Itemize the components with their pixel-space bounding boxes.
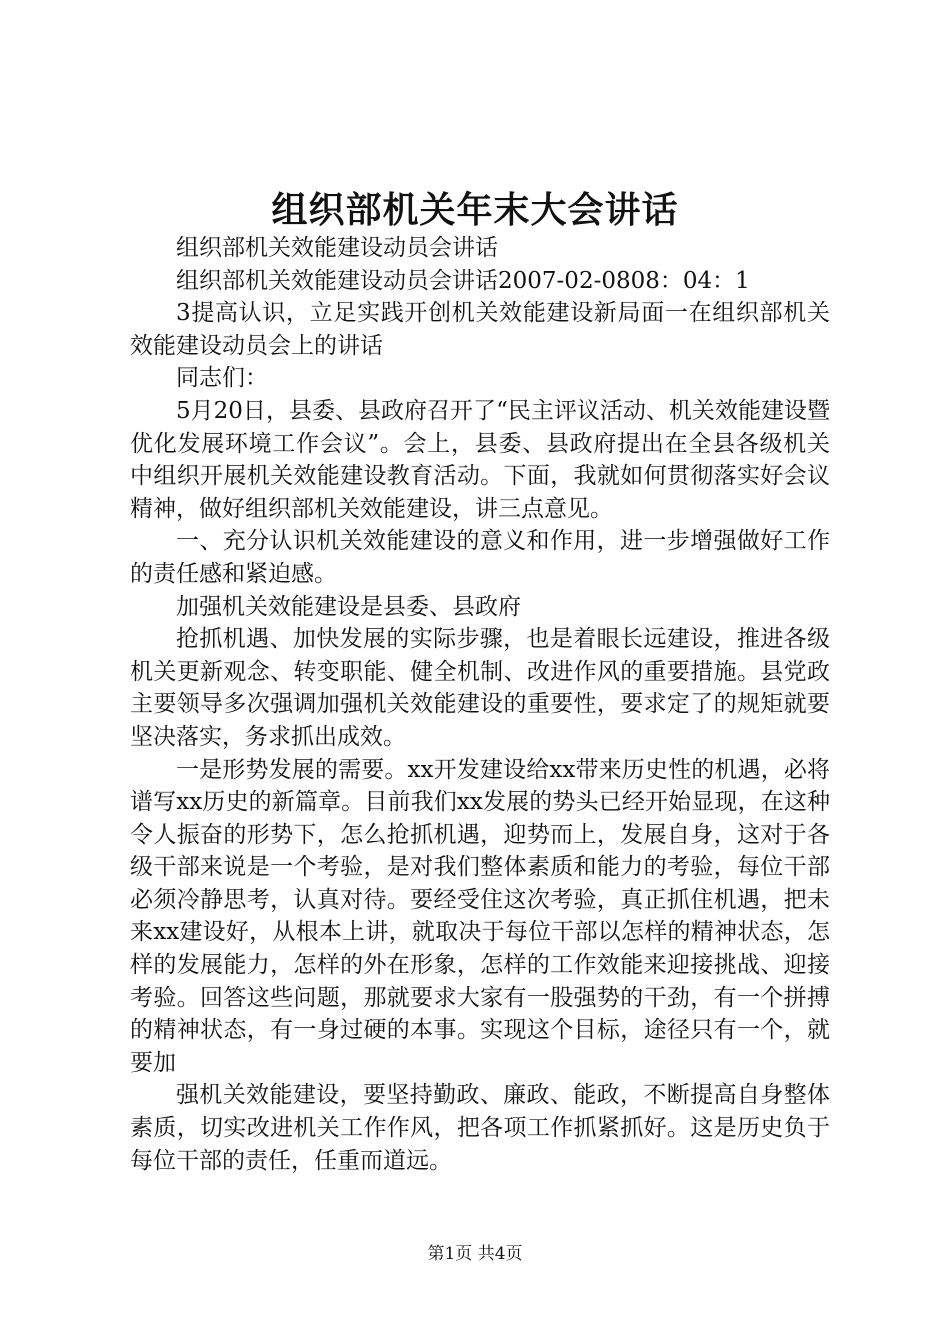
paragraph: 3提高认识，立足实践开创机关效能建设新局面一在组织部机关效能建设动员会上的讲话	[130, 300, 830, 359]
paragraph: 抢抓机遇、加快发展的实际步骤，也是着眼长远建设，推进各级机关更新观念、转变职能、健全机制、改进作风的重要措施。县党政主要领导多次强调加强机关效能建设的重要性，要求定了的规矩就要坚决落实，务求抓出成效。	[130, 626, 830, 750]
paragraph: 加强机关效能建设是县委、县政府	[176, 593, 521, 620]
paragraph: 一是形势发展的需要。xx开发建设给xx带来历史性的机遇，必将谱写xx历史的新篇章。目前我们xx发展的势头已经开始显现，在这种令人振奋的形势下，怎么抢抓机遇，迎势而上，发展自身，这对于各级干部来说是一个考验，是对我们整体素质和能力的考验，每位干部必须冷静思考，认真对待。要经受住这次考验，真正抓住机遇，把未来xx建设好，从根本上讲，就取决于每位干部以怎样的精神状态，怎样的发展能力，怎样的外在形象，怎样的工作效能来迎接挑战、迎接考验。回答这些问题，那就要求大家有一股强势的干劲，有一个拼搏的精神状态，有一身过硬的本事。实现这个目标，途径只有一个，就要加	[130, 756, 830, 1076]
paragraph: 同志们：	[176, 365, 268, 392]
document-title: 组织部机关年末大会讲话	[271, 189, 679, 231]
paragraph: 5月20日，县委、县政府召开了“民主评议活动、机关效能建设暨优化发展环境工作会议”。会上，县委、县政府提出在全县各级机关中组织开展机关效能建设教育活动。下面，我就如何贯彻落实好会议精神，做好组织部机关效能建设，讲三点意见。	[130, 397, 830, 522]
paragraph: 组织部机关效能建设动员会讲话	[176, 235, 498, 261]
paragraph: 强机关效能建设，要坚持勤政、廉政、能政，不断提高自身整体素质，切实改进机关工作作风，把各项工作抓紧抓好。这是历史负于每位干部的责任，任重而道远。	[130, 1082, 830, 1174]
document-body	[130, 232, 830, 1177]
paragraph: 一、充分认识机关效能建设的意义和作用，进一步增强做好工作的责任感和紧迫感。	[130, 528, 830, 587]
page-footer: 第1页 共4页	[427, 1244, 523, 1264]
paragraph: 组织部机关效能建设动员会讲话2007-02-0808：04：1	[176, 267, 750, 294]
